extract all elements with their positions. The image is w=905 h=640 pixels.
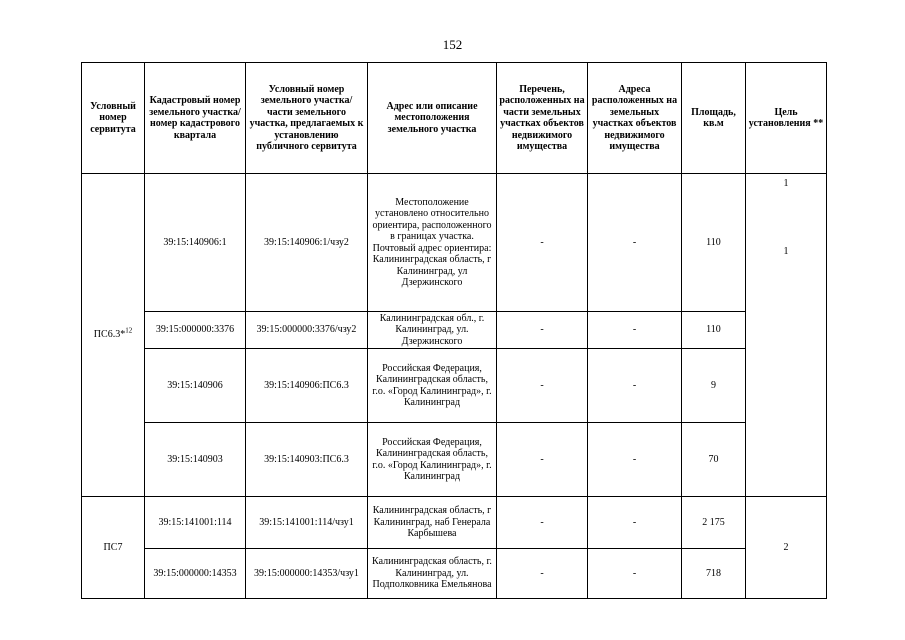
purpose-value-top: 1 (783, 178, 789, 189)
objects-address-cell: - (588, 423, 682, 497)
purpose-value: 1 (783, 246, 789, 257)
objects-address-cell: - (588, 549, 682, 599)
conditional-number: 39:15:000000:14353/чзу1 (246, 549, 368, 599)
table-row (82, 349, 827, 423)
objects-cell: - (497, 349, 588, 423)
table-row (82, 312, 827, 349)
objects-cell: - (497, 423, 588, 497)
cadastral-number: 39:15:140903 (145, 423, 246, 497)
table-row (82, 174, 827, 312)
cadastral-number: 39:15:140906 (145, 349, 246, 423)
cadastral-number: 39:15:000000:3376 (145, 312, 246, 349)
conditional-number: 39:15:140903:ПС6.3 (246, 423, 368, 497)
header-row (82, 63, 827, 174)
easement-code-cell (82, 174, 145, 497)
address-cell: Калининградская обл., г. Калининград, ул. Дзержинского (368, 312, 497, 349)
cadastral-number: 39:15:140906:1 (145, 174, 246, 312)
header-objects-list: Перечень, расположенных на части земельных участках объектов недвижимого имущества (497, 63, 588, 174)
conditional-number: 39:15:000000:3376/чзу2 (246, 312, 368, 349)
easement-code: ПС7 (103, 541, 123, 553)
table-row (82, 423, 827, 497)
header-easement-code: Условный номер сервитута (82, 63, 145, 174)
area-cell: 718 (682, 549, 746, 599)
header-area: Площадь, кв.м (682, 63, 746, 174)
address-cell: Калининградская область, г Калининград, наб Генерала Карбышева (368, 497, 497, 549)
header-address: Адрес или описание местоположения земельного участка (368, 63, 497, 174)
objects-cell: - (497, 497, 588, 549)
cadastral-number: 39:15:000000:14353 (145, 549, 246, 599)
objects-address-cell: - (588, 174, 682, 312)
area-cell: 70 (682, 423, 746, 497)
objects-cell: - (497, 549, 588, 599)
objects-cell: - (497, 174, 588, 312)
cadastral-number: 39:15:141001:114 (145, 497, 246, 549)
conditional-number: 39:15:140906:ПС6.3 (246, 349, 368, 423)
table-row (82, 497, 827, 549)
header-cadastral-number: Кадастровый номер земельного участка/номер кадастрового квартала (145, 63, 246, 174)
area-cell: 110 (682, 174, 746, 312)
easements-table (81, 62, 827, 599)
address-cell: Российская Федерация, Калининградская область, г.о. «Город Калининград», г. Калининград (368, 349, 497, 423)
page-number: 152 (442, 37, 463, 52)
address-cell: Калининградская область, г. Калининград, ул. Подполковника Емельянова (368, 549, 497, 599)
address-cell: Российская Федерация, Калининградская область, г.о. «Город Калининград», г. Калининград (368, 423, 497, 497)
footnote-ref: 12 (125, 326, 133, 335)
objects-address-cell: - (588, 349, 682, 423)
objects-address-cell: - (588, 312, 682, 349)
header-purpose: Цель установления ** (746, 63, 827, 174)
header-conditional-number: Условный номер земельного участка/части земельного участка, предлагаемых к установлению публичного сервитута (246, 63, 368, 174)
header-objects-addresses: Адреса расположенных на земельных участках объектов недвижимого имущества (588, 63, 682, 174)
area-cell: 110 (682, 312, 746, 349)
conditional-number: 39:15:140906:1/чзу2 (246, 174, 368, 312)
objects-address-cell: - (588, 497, 682, 549)
purpose-cell: 2 (746, 497, 827, 599)
conditional-number: 39:15:141001:114/чзу1 (246, 497, 368, 549)
easement-code: ПС6.3* (93, 329, 126, 341)
purpose-cell (746, 174, 827, 497)
table-row (82, 549, 827, 599)
area-cell: 2 175 (682, 497, 746, 549)
easement-code-cell (82, 497, 145, 599)
address-cell: Местоположение установлено относительно ориентира, расположенного в границах участка. Почтовый адрес ориентира: Калининградская область, г Калининград, ул Дзержинского (368, 174, 497, 312)
objects-cell: - (497, 312, 588, 349)
area-cell: 9 (682, 349, 746, 423)
